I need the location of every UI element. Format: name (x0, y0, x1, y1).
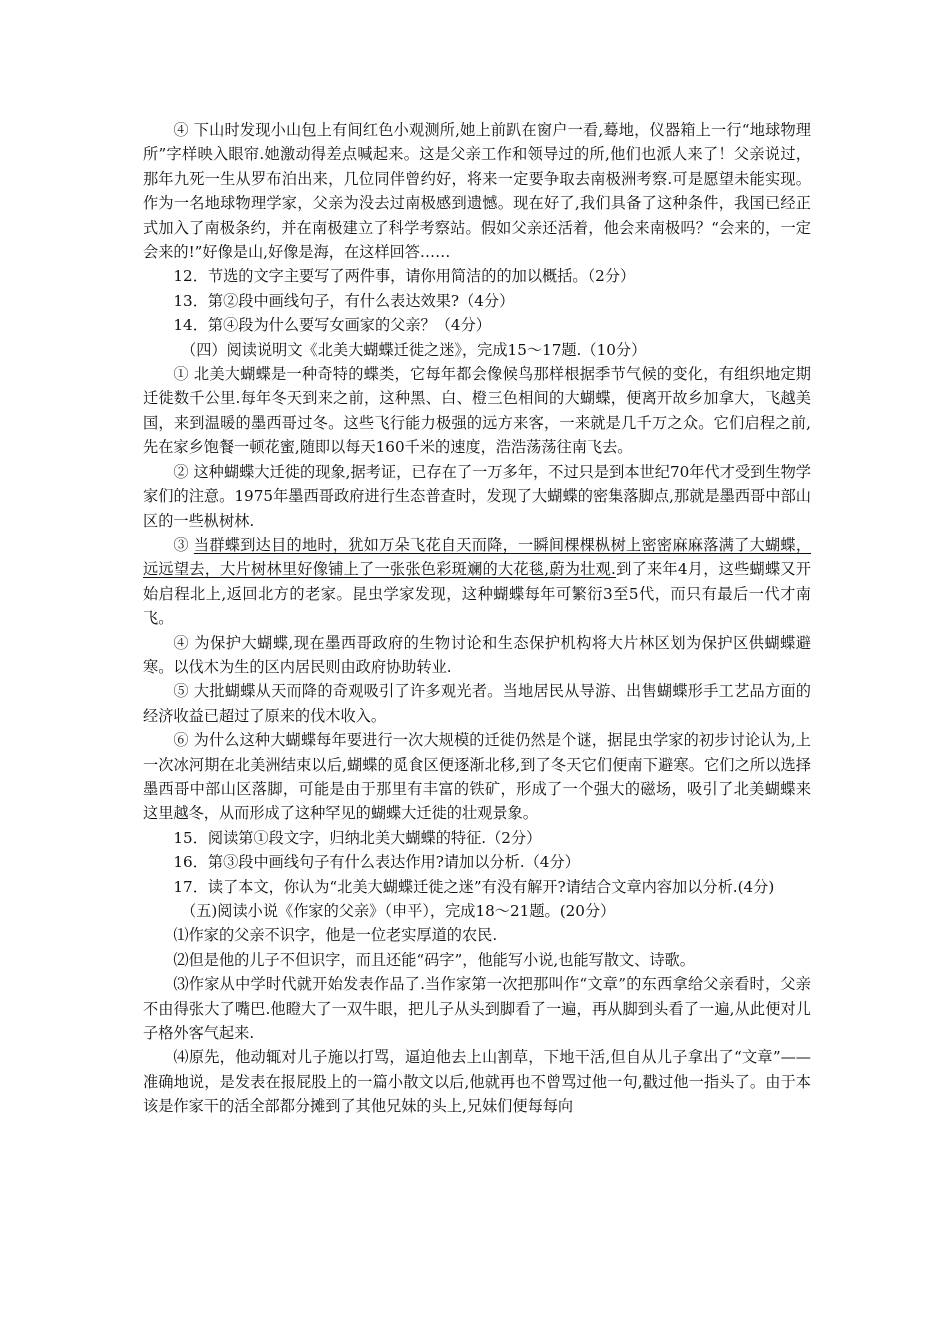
butterfly-paragraph-2: ② 这种蝴蝶大迁徙的现象,据考证，已存在了一万多年，不过只是到本世纪70年代才受到生物学家们的注意。1975年墨西哥政府进行生态普查时，发现了大蝴蝶的密集落脚点,那就是墨西哥中部山区的一些枞树林. (143, 462, 811, 530)
question-13: 13．第②段中画线句子，有什么表达效果?（4分） (173, 291, 515, 310)
passage-paragraph-4: ④ 下山时发现小山包上有间红色小观测所,她上前趴在窗户一看,蓦地，仪器箱上一行“地球物理所”字样映入眼帘.她激动得差点喊起来。这是父亲工作和领导过的所,他们也派人来了！父亲说过，那年九死一生从罗布泊出来，几位同伴曾约好，将来一定要争取去南极洲考察.可是愿望未能实现。作为一名地球物理学家，父亲为没去过南极感到遗憾。现在好了,我们具备了这种条件，我国已经正式加入了南极条约，并在南极建立了科学考察站。假如父亲还活着，他会来南极吗？“会来的，一定会来的!”好像是山,好像是海，在这样回答…… (143, 121, 811, 262)
question-12: 12．节选的文字主要写了两件事，请你用简洁的的加以概括。（2分） (173, 267, 636, 286)
butterfly-paragraph-6: ⑥ 为什么这种大蝴蝶每年要进行一次大规模的迁徙仍然是个谜，据昆虫学家的初步讨论认为,上一次冰河期在北美洲结束以后,蝴蝶的觅食区便逐渐北移,到了冬天它们便南下避寒。它们之所以选择墨西哥中部山区落脚，可能是由于那里有丰富的铁矿，形成了一个强大的磁场，吸引了北美蝴蝶来这里越冬，从而形成了这种罕见的蝴蝶大迁徙的壮观景象。 (143, 731, 811, 823)
question-17: 17．读了本文，你认为“北美大蝴蝶迁徙之迷”有没有解开?请结合文章内容加以分析.(4分) (173, 877, 775, 896)
story-paragraph-4: ⑷原先，他动辄对儿子施以打骂，逼迫他去上山割草，下地干活,但自从儿子拿出了“文章”——准确地说，是发表在报屁股上的一篇小散文以后,他就再也不曾骂过他一句,戳过他一指头了。由于本该是作家干的活全部都分摊到了其他兄妹的头上,兄妹们便每每向 (143, 1048, 811, 1116)
question-15: 15．阅读第①段文字，归纳北美大蝴蝶的特征.（2分） (173, 828, 542, 847)
question-14: 14．第④段为什么要写女画家的父亲？（4分） (173, 316, 491, 335)
story-paragraph-2: ⑵但是他的儿子不但识字，而且还能“码字”，他能写小说,也能写散文、诗歌。 (173, 950, 695, 969)
story-paragraph-3: ⑶作家从中学时代就开始发表作品了.当作家第一次把那叫作“文章”的东西拿给父亲看时，父亲不由得张大了嘴巴.他瞪大了一双牛眼，把儿子从头到脚看了一遍，再从脚到头看了一遍,从此便对儿子格外客气起来. (143, 975, 811, 1043)
question-16: 16．第③段中画线句子有什么表达作用?请加以分析.（4分） (173, 853, 580, 872)
underlined-sentence: 当群蝶到达目的地时，犹如万朵飞花自天而降，一瞬间棵棵枞树上密密麻麻落满了大蝴蝶，远远望去，大片树林里好像铺上了一张张色彩斑斓的大花毯,蔚为壮观. (143, 535, 812, 579)
paragraph-number: ③ (173, 535, 194, 554)
section-4-title: （四）阅读说明文《北美大蝴蝶迁徙之迷》，完成15～17题.（10分） (181, 340, 647, 359)
story-paragraph-1: ⑴作家的父亲不识字，他是一位老实厚道的农民. (173, 926, 498, 945)
butterfly-paragraph-5: ⑤ 大批蝴蝶从天而降的奇观吸引了许多观光者。当地居民从导游、出售蝴蝶形手工艺品方面的经济收益已超过了原来的伐木收入。 (143, 682, 811, 725)
document-page (143, 118, 811, 1119)
section-5-title: （五)阅读小说《作家的父亲》（申平），完成18～21题。(20分） (181, 902, 616, 920)
butterfly-paragraph-4: ④ 为保护大蝴蝶,现在墨西哥政府的生物讨论和生态保护机构将大片林区划为保护区供蝴蝶避寒。以伐木为生的区内居民则由政府协助转业. (143, 633, 811, 676)
butterfly-paragraph-3 (143, 533, 811, 631)
paragraph-rest: 到了来年4月，这些蝴蝶又开始启程北上,返回北方的老家。昆虫学家发现，这种蝴蝶每年可繁衍3至5代，而只有最后一代才南飞。 (143, 560, 811, 628)
butterfly-paragraph-1: ① 北美大蝴蝶是一种奇特的蝶类，它每年都会像候鸟那样根据季节气候的变化，有组织地定期迁徙数千公里.每年冬天到来之前，这种黑、白、橙三色相间的大蝴蝶，便离开故乡加拿大，飞越美国，来到温暖的墨西哥过冬。这些飞行能力极强的远方来客，一来就是几千万之众。它们启程之前,先在家乡饱餐一顿花蜜,随即以每天160千米的速度，浩浩荡荡往南飞去。 (143, 365, 811, 457)
